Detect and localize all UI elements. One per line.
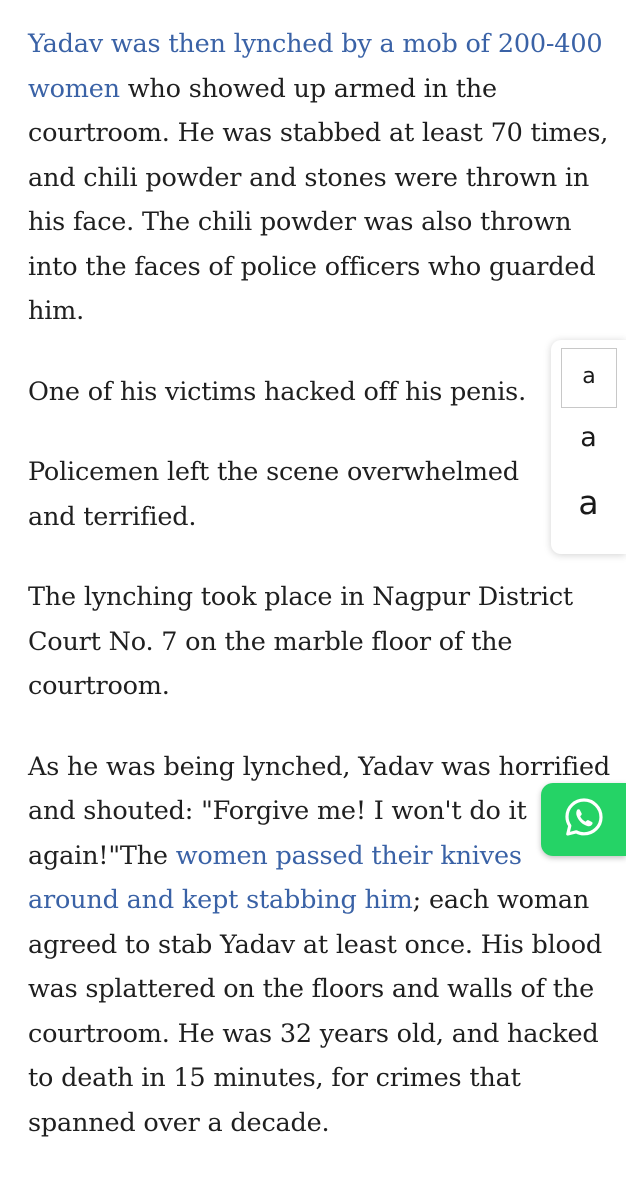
paragraph-5 <box>28 745 612 1146</box>
link-lynched-by-mob[interactable]: Yadav was then lynched by a mob of 200-400 women <box>28 29 603 104</box>
whatsapp-icon <box>563 796 605 842</box>
paragraph-1-text: who showed up armed in the courtroom. He was stabbed at least 70 times, and chili powder and stones were thrown in his face. The chili powder was also thrown into the faces of police officers who guarded him. <box>28 73 609 326</box>
font-size-small-button[interactable]: a <box>561 348 617 408</box>
link-women-passed-knives[interactable]: women passed their knives around and kept stabbing him <box>28 840 522 915</box>
paragraph-2: One of his victims hacked off his penis. <box>28 376 526 407</box>
font-size-medium-button[interactable]: a <box>580 422 597 453</box>
paragraph-1 <box>28 22 612 334</box>
font-size-widget <box>551 340 626 554</box>
paragraph-3: Policemen left the scene overwhelmed and terrified. <box>28 457 519 532</box>
font-size-large-button[interactable]: a <box>578 483 599 522</box>
article-body <box>28 22 612 1181</box>
paragraph-5-text-before: As he was being lynched, Yadav was horrified and shouted: "Forgive me! I won't do it again!"The <box>28 751 611 871</box>
paragraph-5-text-after: ; each woman agreed to stab Yadav at least once. His blood was splattered on the floors and walls of the courtroom. He was 32 years old, and hacked to death in 15 minutes, for crimes that spanned over a decade. <box>28 885 602 1138</box>
paragraph-4: The lynching took place in Nagpur District Court No. 7 on the marble floor of the courtroom. <box>28 582 573 701</box>
whatsapp-share-button[interactable] <box>541 783 626 856</box>
